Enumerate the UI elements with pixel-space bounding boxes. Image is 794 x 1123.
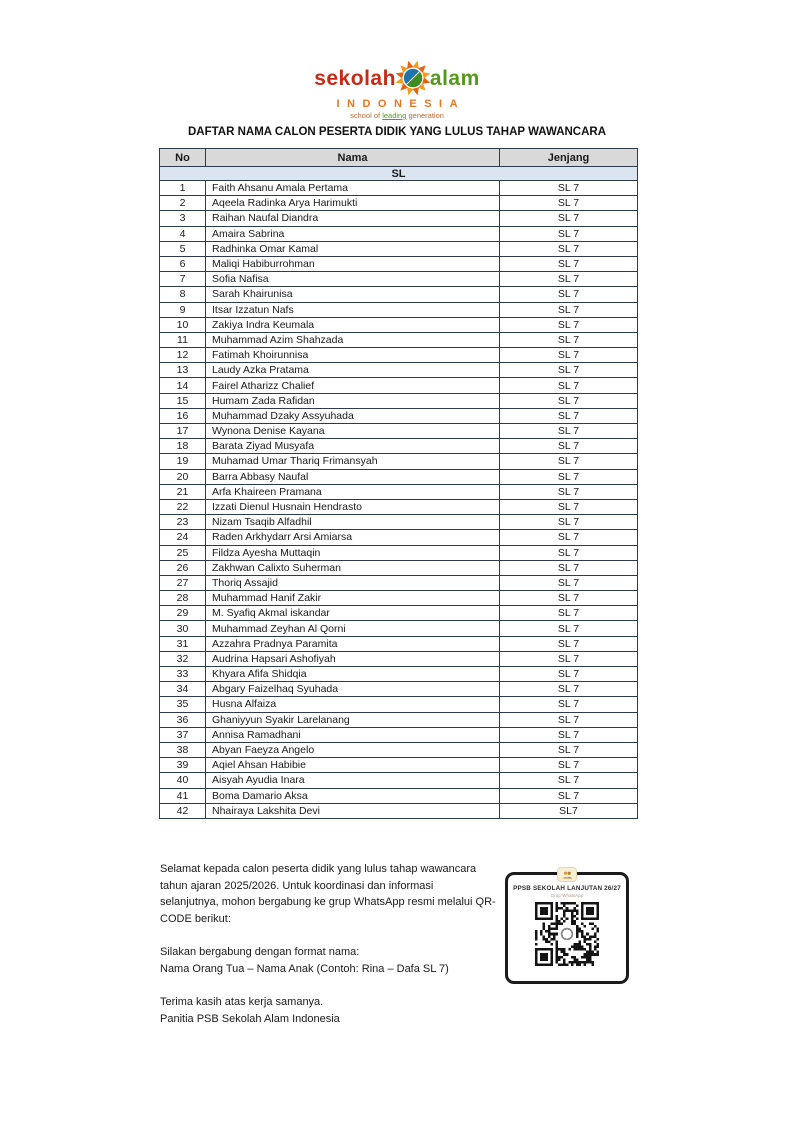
table-row — [160, 424, 638, 439]
cell-jenjang: SL 7 — [500, 256, 638, 271]
cell-jenjang: SL 7 — [500, 408, 638, 423]
table-row — [160, 408, 638, 423]
footer-paragraph: Terima kasih atas kerja samanya. Panitia PSB Sekolah Alam Indonesia — [160, 996, 340, 1025]
qr-card-title: PPSB SEKOLAH LANJUTAN 26/27 — [513, 885, 621, 892]
table-row — [160, 181, 638, 196]
cell-no: 5 — [160, 241, 206, 256]
table-row — [160, 484, 638, 499]
cell-jenjang: SL 7 — [500, 484, 638, 499]
logo-word-alam: alam — [429, 66, 480, 90]
cell-nama: Nhairaya Lakshita Devi — [206, 803, 500, 818]
cell-no: 39 — [160, 758, 206, 773]
cell-jenjang: SL 7 — [500, 272, 638, 287]
table-row — [160, 560, 638, 575]
table-row — [160, 606, 638, 621]
cell-jenjang: SL 7 — [500, 287, 638, 302]
cell-nama: Annisa Ramadhani — [206, 727, 500, 742]
cell-no: 30 — [160, 621, 206, 636]
cell-no: 26 — [160, 560, 206, 575]
cell-jenjang: SL 7 — [500, 773, 638, 788]
cell-no: 27 — [160, 575, 206, 590]
footer-paragraph: Selamat kepada calon peserta didik yang lulus tahap wawancara tahun ajaran 2025/2026. Untuk koordinasi dan informasi selanjutnya, mohon bergabung ke grup WhatsApp resmi melalui QR- CODE berikut: — [160, 863, 496, 925]
cell-jenjang: SL 7 — [500, 424, 638, 439]
cell-no: 14 — [160, 378, 206, 393]
table-row — [160, 530, 638, 545]
table-row — [160, 317, 638, 332]
cell-nama: Abyan Faeyza Angelo — [206, 742, 500, 757]
cell-no: 38 — [160, 742, 206, 757]
section-header-row — [160, 167, 638, 181]
cell-jenjang: SL 7 — [500, 226, 638, 241]
table-row — [160, 287, 638, 302]
col-header-jenjang: Jenjang — [500, 149, 638, 167]
col-header-no: No — [160, 149, 206, 167]
cell-no: 17 — [160, 424, 206, 439]
cell-nama: Audrina Hapsari Ashofiyah — [206, 651, 500, 666]
cell-jenjang: SL 7 — [500, 378, 638, 393]
sun-icon — [393, 58, 433, 98]
table-row — [160, 727, 638, 742]
cell-jenjang: SL 7 — [500, 302, 638, 317]
cell-no: 36 — [160, 712, 206, 727]
table-row — [160, 393, 638, 408]
cell-nama: Aqeela Radinka Arya Harimukti — [206, 196, 500, 211]
cell-nama: Wynona Denise Kayana — [206, 424, 500, 439]
cell-jenjang: SL 7 — [500, 317, 638, 332]
table-header-row — [160, 149, 638, 167]
cell-no: 2 — [160, 196, 206, 211]
cell-no: 6 — [160, 256, 206, 271]
cell-no: 20 — [160, 469, 206, 484]
table-row — [160, 545, 638, 560]
cell-jenjang: SL 7 — [500, 621, 638, 636]
cell-no: 10 — [160, 317, 206, 332]
cell-no: 34 — [160, 682, 206, 697]
cell-jenjang: SL 7 — [500, 196, 638, 211]
cell-nama: Fildza Ayesha Muttaqin — [206, 545, 500, 560]
cell-nama: Humam Zada Rafidan — [206, 393, 500, 408]
cell-nama: Boma Damario Aksa — [206, 788, 500, 803]
table-row — [160, 682, 638, 697]
cell-jenjang: SL 7 — [500, 348, 638, 363]
table-row — [160, 469, 638, 484]
cell-jenjang: SL 7 — [500, 332, 638, 347]
cell-no: 18 — [160, 439, 206, 454]
school-logo — [0, 58, 794, 120]
cell-nama: Barra Abbasy Naufal — [206, 469, 500, 484]
cell-nama: Radhinka Omar Kamal — [206, 241, 500, 256]
table-row — [160, 712, 638, 727]
table-row — [160, 575, 638, 590]
table-row — [160, 773, 638, 788]
cell-nama: Fairel Atharizz Chalief — [206, 378, 500, 393]
col-header-nama: Nama — [206, 149, 500, 167]
cell-nama: Arfa Khaireen Pramana — [206, 484, 500, 499]
cell-nama: Abgary Faizelhaq Syuhada — [206, 682, 500, 697]
cell-jenjang: SL 7 — [500, 712, 638, 727]
table-row — [160, 591, 638, 606]
cell-nama: Aqiel Ahsan Habibie — [206, 758, 500, 773]
qr-card-subtitle: Grup WhatsApp — [550, 893, 584, 898]
table-row — [160, 621, 638, 636]
cell-no: 3 — [160, 211, 206, 226]
section-label: SL — [160, 167, 638, 181]
table-body — [160, 181, 638, 819]
table-row — [160, 758, 638, 773]
cell-jenjang: SL 7 — [500, 515, 638, 530]
cell-nama: Itsar Izzatun Nafs — [206, 302, 500, 317]
footer-text — [160, 861, 532, 1044]
cell-nama: Fatimah Khoirunnisa — [206, 348, 500, 363]
cell-nama: Aisyah Ayudia Inara — [206, 773, 500, 788]
table-row — [160, 515, 638, 530]
cell-jenjang: SL 7 — [500, 499, 638, 514]
table-row — [160, 697, 638, 712]
cell-nama: Sarah Khairunisa — [206, 287, 500, 302]
cell-jenjang: SL 7 — [500, 393, 638, 408]
cell-jenjang: SL 7 — [500, 545, 638, 560]
page-title: DAFTAR NAMA CALON PESERTA DIDIK YANG LULUS TAHAP WAWANCARA — [187, 126, 607, 138]
cell-jenjang: SL 7 — [500, 788, 638, 803]
table-row — [160, 499, 638, 514]
table-row — [160, 803, 638, 818]
cell-no: 33 — [160, 667, 206, 682]
qr-code — [535, 902, 599, 966]
cell-jenjang: SL 7 — [500, 575, 638, 590]
cell-nama: Khyara Afifa Shidqia — [206, 667, 500, 682]
cell-no: 40 — [160, 773, 206, 788]
whatsapp-qr-card — [505, 872, 629, 984]
cell-nama: Muhammad Hanif Zakir — [206, 591, 500, 606]
cell-nama: Ghaniyyun Syakir Larelanang — [206, 712, 500, 727]
cell-nama: Azzahra Pradnya Paramita — [206, 636, 500, 651]
table-row — [160, 211, 638, 226]
cell-no: 42 — [160, 803, 206, 818]
cell-jenjang: SL 7 — [500, 636, 638, 651]
cell-nama: Raden Arkhydarr Arsi Amiarsa — [206, 530, 500, 545]
cell-jenjang: SL7 — [500, 803, 638, 818]
cell-no: 8 — [160, 287, 206, 302]
cell-no: 7 — [160, 272, 206, 287]
table-row — [160, 363, 638, 378]
cell-no: 11 — [160, 332, 206, 347]
logo-country: INDONESIA — [336, 98, 466, 110]
table-row — [160, 788, 638, 803]
cell-jenjang: SL 7 — [500, 469, 638, 484]
cell-no: 13 — [160, 363, 206, 378]
cell-jenjang: SL 7 — [500, 530, 638, 545]
cell-nama: Laudy Azka Pratama — [206, 363, 500, 378]
cell-jenjang: SL 7 — [500, 758, 638, 773]
cell-nama: Husna Alfaiza — [206, 697, 500, 712]
cell-no: 41 — [160, 788, 206, 803]
cell-nama: Muhammad Dzaky Assyuhada — [206, 408, 500, 423]
cell-jenjang: SL 7 — [500, 181, 638, 196]
cell-no: 16 — [160, 408, 206, 423]
table-row — [160, 667, 638, 682]
cell-nama: Faith Ahsanu Amala Pertama — [206, 181, 500, 196]
cell-no: 9 — [160, 302, 206, 317]
logo-word-sekolah: sekolah — [314, 66, 396, 90]
cell-no: 29 — [160, 606, 206, 621]
table-row — [160, 272, 638, 287]
cell-jenjang: SL 7 — [500, 742, 638, 757]
cell-nama: Muhammad Azim Shahzada — [206, 332, 500, 347]
cell-nama: Amaira Sabrina — [206, 226, 500, 241]
cell-nama: Raihan Naufal Diandra — [206, 211, 500, 226]
cell-jenjang: SL 7 — [500, 454, 638, 469]
cell-no: 35 — [160, 697, 206, 712]
table-row — [160, 256, 638, 271]
cell-jenjang: SL 7 — [500, 651, 638, 666]
cell-no: 21 — [160, 484, 206, 499]
table-row — [160, 241, 638, 256]
table-row — [160, 378, 638, 393]
cell-jenjang: SL 7 — [500, 667, 638, 682]
cell-no: 24 — [160, 530, 206, 545]
logo-tagline: school of leading generation — [350, 111, 444, 120]
cell-nama: Zakiya Indra Keumala — [206, 317, 500, 332]
cell-jenjang: SL 7 — [500, 591, 638, 606]
cell-nama: Sofia Nafisa — [206, 272, 500, 287]
cell-nama: Thoriq Assajid — [206, 575, 500, 590]
table-row — [160, 651, 638, 666]
cell-no: 32 — [160, 651, 206, 666]
table-row — [160, 196, 638, 211]
table-row — [160, 332, 638, 347]
cell-no: 12 — [160, 348, 206, 363]
cell-no: 28 — [160, 591, 206, 606]
table-row — [160, 742, 638, 757]
cell-jenjang: SL 7 — [500, 363, 638, 378]
cell-nama: Zakhwan Calixto Suherman — [206, 560, 500, 575]
cell-jenjang: SL 7 — [500, 211, 638, 226]
table-row — [160, 348, 638, 363]
cell-nama: M. Syafiq Akmal iskandar — [206, 606, 500, 621]
cell-nama: Barata Ziyad Musyafa — [206, 439, 500, 454]
cell-no: 25 — [160, 545, 206, 560]
table-row — [160, 302, 638, 317]
table-row — [160, 226, 638, 241]
footer-paragraph: Silakan bergabung dengan format nama: Nama Orang Tua – Nama Anak (Contoh: Rina – Dafa SL 7) — [160, 946, 449, 975]
cell-jenjang: SL 7 — [500, 682, 638, 697]
table-row — [160, 454, 638, 469]
cell-nama: Nizam Tsaqib Alfadhil — [206, 515, 500, 530]
cell-no: 37 — [160, 727, 206, 742]
results-table-wrap — [159, 148, 638, 819]
cell-jenjang: SL 7 — [500, 560, 638, 575]
cell-no: 4 — [160, 226, 206, 241]
results-table — [159, 148, 638, 819]
cell-nama: Izzati Dienul Husnain Hendrasto — [206, 499, 500, 514]
cell-jenjang: SL 7 — [500, 697, 638, 712]
cell-no: 31 — [160, 636, 206, 651]
cell-nama: Muhamad Umar Thariq Frimansyah — [206, 454, 500, 469]
table-row — [160, 636, 638, 651]
cell-nama: Maliqi Habiburrohman — [206, 256, 500, 271]
cell-no: 1 — [160, 181, 206, 196]
cell-jenjang: SL 7 — [500, 606, 638, 621]
cell-no: 23 — [160, 515, 206, 530]
cell-no: 22 — [160, 499, 206, 514]
cell-no: 19 — [160, 454, 206, 469]
cell-jenjang: SL 7 — [500, 727, 638, 742]
cell-jenjang: SL 7 — [500, 439, 638, 454]
cell-nama: Muhammad Zeyhan Al Qorni — [206, 621, 500, 636]
cell-no: 15 — [160, 393, 206, 408]
group-icon — [557, 867, 577, 882]
table-row — [160, 439, 638, 454]
cell-jenjang: SL 7 — [500, 241, 638, 256]
